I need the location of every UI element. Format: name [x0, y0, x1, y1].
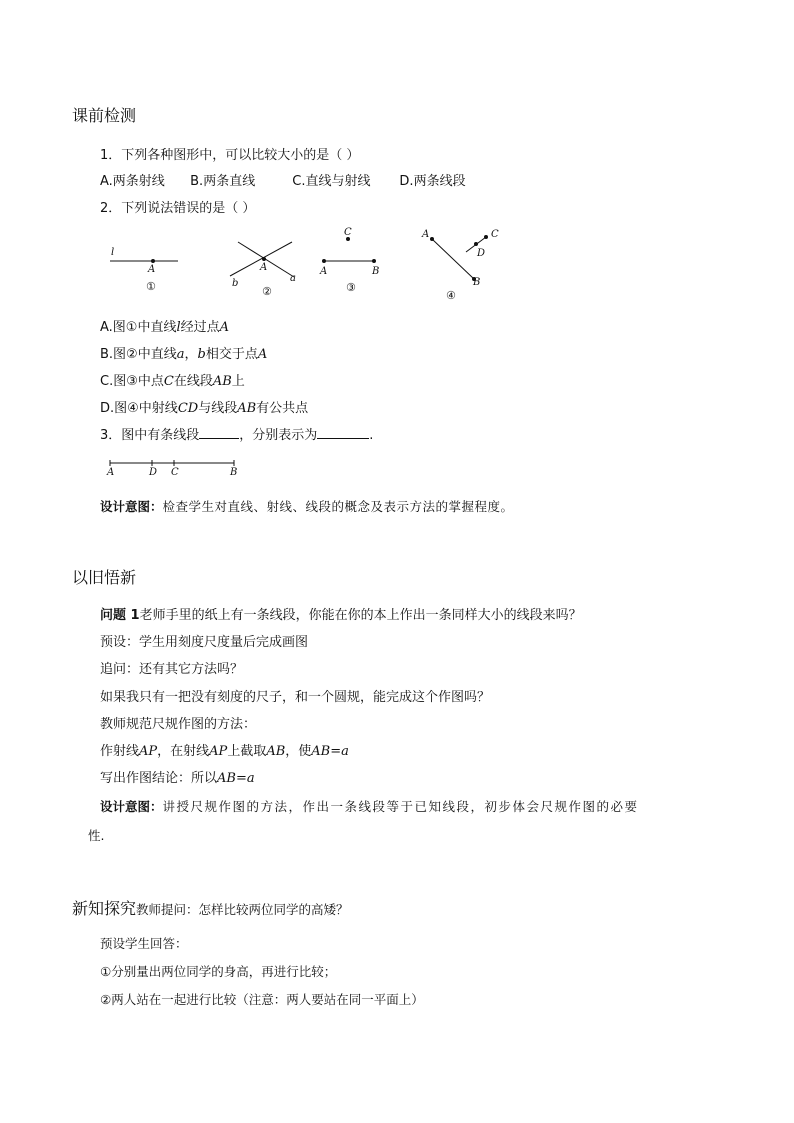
section-title-pre-test: 课前检测	[72, 106, 137, 125]
design-intent-1	[100, 497, 514, 515]
construction-var-ap2: AP	[209, 744, 228, 759]
design-intent-text: 检查学生对直线、射线、线段的概念及表示方法的掌握程度。	[162, 499, 514, 514]
fig3-label-b: B	[372, 266, 380, 277]
fig2-label-a-point: A	[260, 262, 268, 273]
answer-2: ②两人站在一起进行比较（注意：两人要站在同一平面上）	[100, 992, 424, 1007]
teacher-question: 教师提问：怎样比较两位同学的高矮？	[136, 902, 349, 917]
question-2-option-c	[100, 370, 245, 389]
fig2-number: ②	[262, 285, 272, 298]
q3-blank-2[interactable]	[317, 426, 369, 439]
fig3-label-c: C	[344, 227, 352, 238]
answer-1: ①分别量出两位同学的身高，再进行比较；	[100, 964, 337, 979]
q3-period: .	[369, 428, 374, 443]
construction-text2: ，在射线	[157, 744, 210, 759]
problem-1-label: 问题 1	[100, 608, 140, 623]
question-2-option-b	[100, 343, 267, 362]
q3-text2: ，分别表示为	[239, 428, 318, 443]
fig4-number: ④	[446, 289, 456, 302]
q3-label-c: C	[171, 467, 179, 478]
question-1: 1．下列各种图形中，可以比较大小的是（ ）	[100, 148, 360, 163]
compass-question-line: 如果我只有一把没有刻度的尺子，和一个圆规，能完成这个作图吗？	[100, 690, 491, 705]
q3-label-d: D	[149, 467, 158, 478]
figure-3	[319, 227, 379, 294]
opt-b-comma: ，	[184, 347, 198, 362]
figure-1	[110, 247, 178, 293]
opt-d-text: D.图④中射线	[100, 401, 178, 416]
fig4-label-d: D	[477, 248, 486, 259]
q3-blank-1[interactable]	[199, 426, 239, 439]
design-intent-2	[100, 797, 639, 815]
design-intent-2-continued: 性.	[88, 828, 105, 843]
opt-a-text2: 经过点	[180, 320, 220, 335]
conclusion-line	[100, 767, 255, 786]
opt-a-var-l: l	[176, 320, 181, 335]
fig1-number: ①	[146, 280, 156, 293]
option-c: C.直线与射线	[292, 174, 371, 189]
option-a: A.两条射线	[100, 174, 165, 189]
figure-4	[421, 229, 499, 302]
opt-c-text2: 在线段	[173, 374, 213, 389]
q3-label-a: A	[107, 467, 115, 478]
follow-up-line: 追问：还有其它方法吗？	[100, 662, 244, 677]
fig4-label-b: B	[473, 277, 481, 288]
option-d: D.两条线段	[399, 174, 466, 189]
question-2-figures	[100, 222, 520, 307]
fig4-label-a: A	[422, 229, 430, 240]
fig3-label-a: A	[320, 266, 328, 277]
section-title-review: 以旧悟新	[72, 568, 137, 587]
question-2-option-a	[100, 316, 229, 335]
opt-d-var-cd: CD	[177, 401, 199, 416]
construction-var-ab: AB	[266, 744, 286, 759]
opt-d-var-ab: AB	[237, 401, 257, 416]
fig1-label-l: l	[111, 247, 115, 258]
opt-c-text: C.图③中点	[100, 374, 164, 389]
design-intent-2-text: 讲授尺规作图的方法，作出一条线段等于已知线段，初步体会尺规作图的必要	[162, 799, 639, 814]
opt-c-var-c: C	[163, 374, 174, 389]
fig2-label-b: b	[232, 278, 239, 289]
question-3	[100, 424, 373, 443]
preset-line: 预设：学生用刻度尺度量后完成画图	[100, 635, 309, 650]
opt-c-var-ab: AB	[212, 374, 232, 389]
construction-text4: ，使	[285, 744, 312, 759]
section-3-heading	[72, 896, 349, 919]
section-title-explore: 新知探究	[72, 899, 137, 918]
question-1-options	[100, 170, 466, 189]
opt-b-var-b: b	[197, 347, 206, 362]
construction-text3: 上截取	[227, 744, 267, 759]
construction-var-ap: AP	[139, 744, 158, 759]
opt-b-var-a: a	[176, 347, 185, 362]
design-intent-label: 设计意图：	[100, 499, 163, 514]
construction-var-ab-eq-a: AB=a	[311, 744, 349, 759]
fig1-label-a: A	[148, 264, 156, 275]
method-line: 教师规范尺规作图的方法：	[100, 717, 257, 732]
question-2-option-d	[100, 397, 308, 416]
conclusion-text: 写出作图结论：所以	[100, 771, 218, 786]
opt-b-var-point: A	[257, 347, 268, 362]
q3-text: 3．图中有条线段	[100, 428, 200, 443]
question-2: 2．下列说法错误的是（ ）	[100, 201, 256, 216]
opt-a-text: A.图①中直线	[100, 320, 177, 335]
question-3-figure	[100, 454, 250, 480]
fig4-label-c: C	[491, 229, 499, 240]
figure-2	[230, 242, 296, 298]
conclusion-var: AB=a	[217, 771, 255, 786]
construction-text: 作射线	[100, 744, 140, 759]
opt-d-text2: 与线段	[198, 401, 238, 416]
design-intent-2-label: 设计意图：	[100, 799, 163, 814]
problem-1-text: 老师手里的纸上有一条线段，你能在你的本上作出一条同样大小的线段来吗？	[139, 608, 582, 623]
opt-d-text3: 有公共点	[256, 401, 309, 416]
preset-answer-heading: 预设学生回答：	[100, 936, 188, 951]
opt-b-text2: 相交于点	[205, 347, 258, 362]
problem-1	[100, 604, 582, 623]
opt-c-text3: 上	[231, 374, 245, 389]
option-b: B.两条直线	[190, 174, 256, 189]
q3-label-b: B	[230, 467, 238, 478]
fig2-label-a-line: a	[290, 273, 296, 284]
opt-a-var-a: A	[219, 320, 230, 335]
opt-b-text: B.图②中直线	[100, 347, 177, 362]
fig3-number: ③	[346, 281, 356, 294]
construction-line	[100, 740, 349, 759]
